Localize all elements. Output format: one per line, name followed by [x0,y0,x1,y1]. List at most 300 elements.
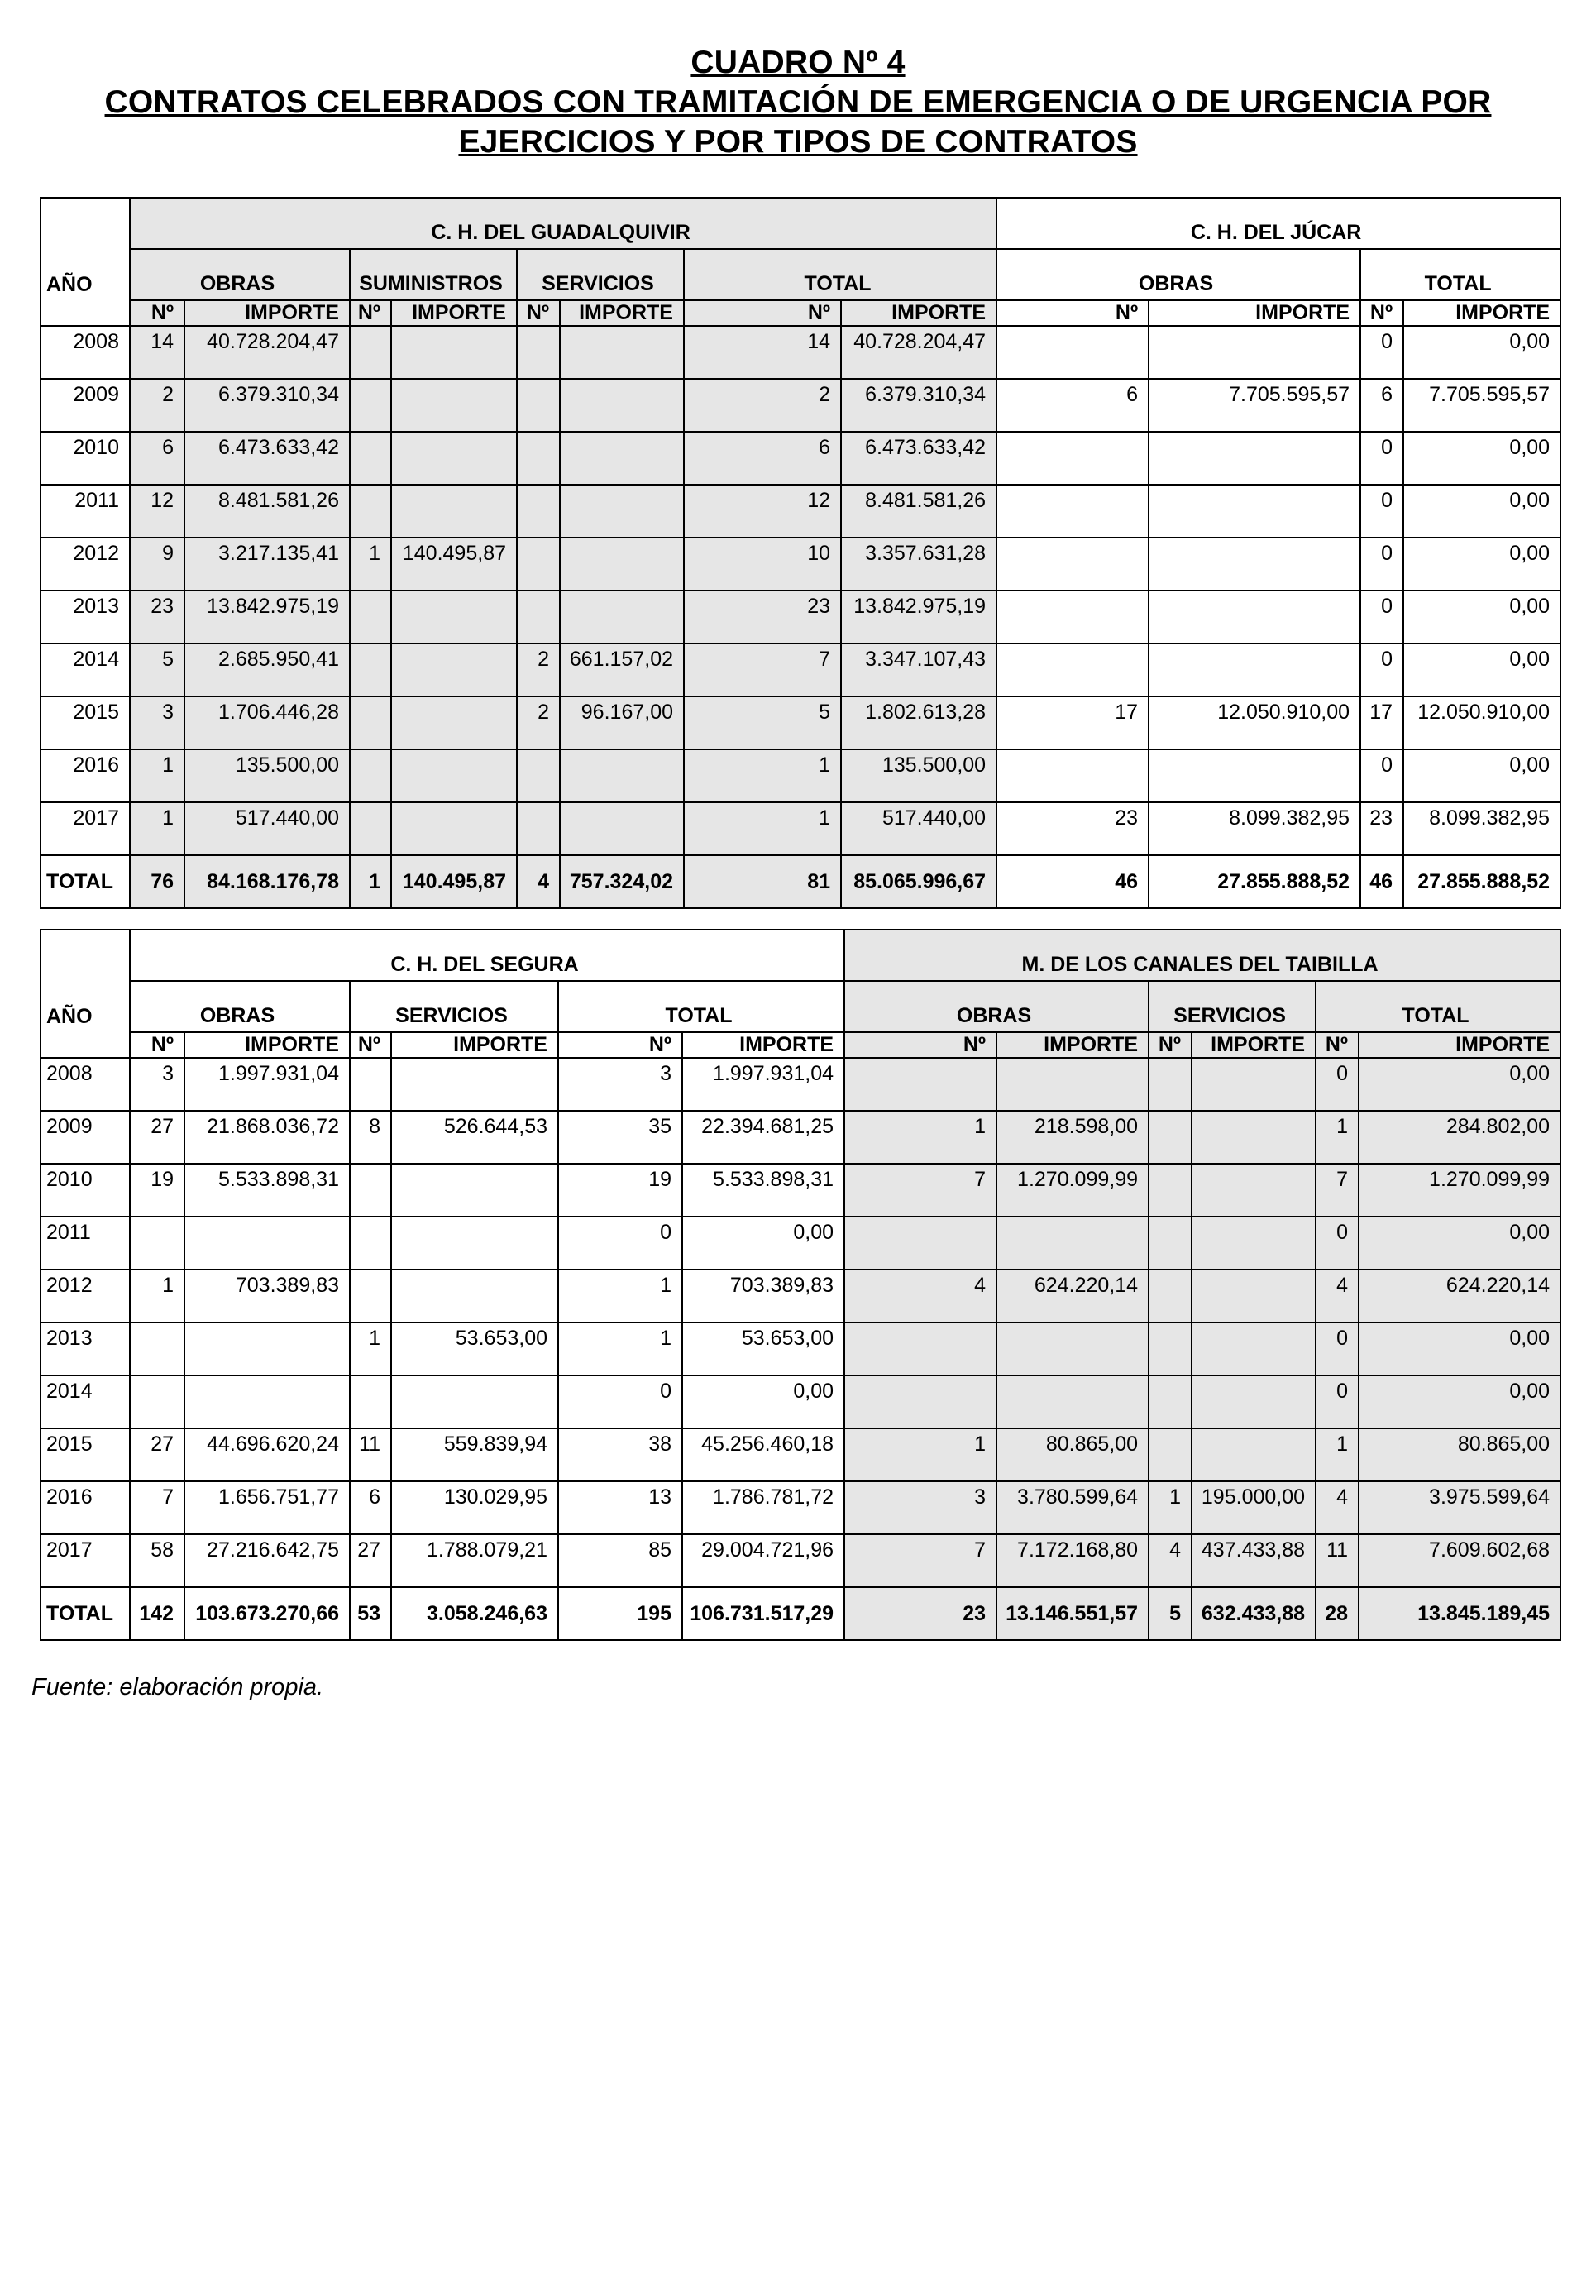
data-cell: 1 [1316,1111,1359,1164]
data-cell: 0,00 [1403,326,1560,379]
total-cell: 85.065.996,67 [841,855,996,908]
data-cell: 27 [130,1111,184,1164]
data-cell [1192,1270,1316,1323]
data-cell: 0 [1360,538,1403,591]
table-row [41,1428,1560,1481]
data-cell [996,643,1149,696]
year-cell: 2008 [41,1058,130,1111]
data-cell [1149,1164,1192,1217]
data-cell [391,749,517,802]
header-segura-servicios: SERVICIOS [350,981,558,1032]
data-cell: 1.706.446,28 [184,696,350,749]
data-cell: 2 [517,696,560,749]
total-cell: 27.855.888,52 [1403,855,1560,908]
data-cell [350,485,391,538]
data-cell: 12.050.910,00 [1149,696,1360,749]
total-cell: 757.324,02 [560,855,684,908]
subheader-importe: IMPORTE [391,1032,558,1058]
data-cell: 11 [350,1428,391,1481]
data-cell: 0 [558,1217,682,1270]
table-row [41,749,1560,802]
data-cell: 1 [130,802,184,855]
data-cell: 135.500,00 [841,749,996,802]
year-cell: 2017 [41,802,130,855]
data-cell [996,326,1149,379]
data-cell [350,379,391,432]
data-cell: 6.379.310,34 [841,379,996,432]
data-cell [1149,643,1360,696]
data-cell [996,749,1149,802]
data-cell: 1 [684,802,841,855]
header-guadalquivir: C. H. DEL GUADALQUIVIR [130,198,996,249]
data-cell: 0 [1316,1058,1359,1111]
data-cell [1149,1375,1192,1428]
data-cell: 7 [684,643,841,696]
year-cell: 2010 [41,1164,130,1217]
total-cell: 46 [996,855,1149,908]
data-cell [350,1058,391,1111]
header-taibilla-obras: OBRAS [844,981,1149,1032]
data-cell [996,1058,1149,1111]
subheader-num: Nº [1149,1032,1192,1058]
data-cell: 21.868.036,72 [184,1111,350,1164]
data-cell [350,1217,391,1270]
data-cell: 8.099.382,95 [1149,802,1360,855]
data-cell: 7.172.168,80 [996,1534,1149,1587]
data-cell: 0 [1316,1375,1359,1428]
data-cell [391,696,517,749]
subheader-num: Nº [1360,300,1403,326]
table-row [41,802,1560,855]
data-cell: 6 [684,432,841,485]
year-cell: 2012 [41,1270,130,1323]
year-cell: 2011 [41,1217,130,1270]
table-row [41,379,1560,432]
data-cell: 1.997.931,04 [682,1058,844,1111]
corner-cell [41,198,130,249]
data-cell: 0,00 [1359,1217,1560,1270]
data-cell [517,432,560,485]
data-cell: 0,00 [1359,1375,1560,1428]
data-cell: 0 [1360,591,1403,643]
total-cell: 106.731.517,29 [682,1587,844,1640]
data-cell: 17 [996,696,1149,749]
data-cell: 0 [1360,485,1403,538]
total-cell: 13.146.551,57 [996,1587,1149,1640]
subheader-importe: IMPORTE [1149,300,1360,326]
header-jucar-total: TOTAL [1360,249,1560,300]
data-cell [996,432,1149,485]
data-cell: 218.598,00 [996,1111,1149,1164]
header-segura: C. H. DEL SEGURA [130,930,844,981]
data-cell: 27 [350,1534,391,1587]
data-cell: 0,00 [682,1375,844,1428]
subheader-empty [41,1032,130,1058]
data-cell [560,591,684,643]
data-cell: 7.705.595,57 [1403,379,1560,432]
data-cell [350,326,391,379]
data-cell: 6 [996,379,1149,432]
source-note: Fuente: elaboración propia. [31,1674,324,1700]
total-cell: 103.673.270,66 [184,1587,350,1640]
data-cell: 1.997.931,04 [184,1058,350,1111]
data-cell: 1 [350,1323,391,1375]
table-row [41,326,1560,379]
data-cell [844,1058,996,1111]
total-label: TOTAL [41,1587,130,1640]
data-cell: 5.533.898,31 [184,1164,350,1217]
data-cell [517,326,560,379]
subheader-importe: IMPORTE [1403,300,1560,326]
subheader-num: Nº [130,300,184,326]
data-cell [1149,538,1360,591]
data-cell [1192,1111,1316,1164]
data-cell [130,1217,184,1270]
data-cell [350,696,391,749]
subheader-importe: IMPORTE [1192,1032,1316,1058]
data-cell: 1 [558,1323,682,1375]
table-row [41,1164,1560,1217]
data-cell [844,1375,996,1428]
header-jucar-obras: OBRAS [996,249,1360,300]
data-cell: 0,00 [682,1217,844,1270]
data-cell: 0,00 [1359,1323,1560,1375]
header-total: TOTAL [684,249,996,300]
header-jucar: C. H. DEL JÚCAR [996,198,1560,249]
data-cell [560,379,684,432]
total-cell: 3.058.246,63 [391,1587,558,1640]
table-row [41,1111,1560,1164]
data-cell: 27 [130,1428,184,1481]
data-cell: 58 [130,1534,184,1587]
data-cell: 44.696.620,24 [184,1428,350,1481]
data-cell [350,1375,391,1428]
data-cell: 11 [1316,1534,1359,1587]
year-cell: 2017 [41,1534,130,1587]
data-cell: 4 [844,1270,996,1323]
data-cell: 23 [130,591,184,643]
data-cell: 195.000,00 [1192,1481,1316,1534]
data-cell: 0 [1316,1323,1359,1375]
year-cell: 2011 [41,485,130,538]
data-cell [1192,1375,1316,1428]
data-cell: 14 [130,326,184,379]
data-cell: 2 [517,643,560,696]
data-cell: 6.379.310,34 [184,379,350,432]
data-cell [996,1217,1149,1270]
year-cell: 2012 [41,538,130,591]
data-cell: 624.220,14 [996,1270,1149,1323]
data-cell [1149,591,1360,643]
data-cell: 1.656.751,77 [184,1481,350,1534]
total-cell: 84.168.176,78 [184,855,350,908]
data-cell: 19 [558,1164,682,1217]
data-cell: 1 [844,1428,996,1481]
data-cell: 22.394.681,25 [682,1111,844,1164]
data-cell: 140.495,87 [391,538,517,591]
data-cell: 27.216.642,75 [184,1534,350,1587]
data-cell [996,591,1149,643]
data-cell [1149,1270,1192,1323]
data-cell: 5.533.898,31 [682,1164,844,1217]
data-cell: 8 [350,1111,391,1164]
subheader-importe: IMPORTE [1359,1032,1560,1058]
data-cell: 14 [684,326,841,379]
data-cell: 1 [1149,1481,1192,1534]
subheader-importe: IMPORTE [996,1032,1149,1058]
subheader-importe: IMPORTE [184,300,350,326]
table-guadalquivir-jucar [40,197,1561,909]
document-title [0,43,1596,162]
data-cell [391,432,517,485]
data-cell: 80.865,00 [996,1428,1149,1481]
data-cell: 0 [1360,643,1403,696]
data-cell [391,1375,558,1428]
subheader-num: Nº [350,1032,391,1058]
total-cell: 5 [1149,1587,1192,1640]
data-cell [844,1217,996,1270]
subheader-num: Nº [996,300,1149,326]
table-row [41,591,1560,643]
data-cell: 6 [350,1481,391,1534]
data-cell [1192,1323,1316,1375]
year-cell: 2008 [41,326,130,379]
data-cell: 23 [1360,802,1403,855]
table-row [41,1534,1560,1587]
header-taibilla-total: TOTAL [1316,981,1560,1032]
total-cell: 23 [844,1587,996,1640]
data-cell: 0 [1360,432,1403,485]
data-cell [391,1058,558,1111]
table-row [41,538,1560,591]
data-cell [350,1270,391,1323]
data-cell: 8.481.581,26 [184,485,350,538]
data-cell: 517.440,00 [841,802,996,855]
table-row [41,696,1560,749]
data-cell: 3.347.107,43 [841,643,996,696]
data-cell: 38 [558,1428,682,1481]
data-cell: 4 [1149,1534,1192,1587]
data-cell: 1.270.099,99 [996,1164,1149,1217]
subheader-num: Nº [684,300,841,326]
data-cell: 1.270.099,99 [1359,1164,1560,1217]
year-cell: 2015 [41,696,130,749]
data-cell [517,485,560,538]
total-cell: 27.855.888,52 [1149,855,1360,908]
data-cell [1149,1217,1192,1270]
data-cell: 10 [684,538,841,591]
data-cell: 29.004.721,96 [682,1534,844,1587]
data-cell [391,591,517,643]
data-cell: 40.728.204,47 [841,326,996,379]
data-cell: 1 [350,538,391,591]
data-cell [391,1217,558,1270]
title-line-2: CONTRATOS CELEBRADOS CON TRAMITACIÓN DE EMERGENCIA O DE URGENCIA POR [104,84,1492,120]
data-cell: 1 [558,1270,682,1323]
data-cell: 437.433,88 [1192,1534,1316,1587]
data-cell: 5 [684,696,841,749]
data-cell: 8.099.382,95 [1403,802,1560,855]
data-cell: 80.865,00 [1359,1428,1560,1481]
data-cell: 7.609.602,68 [1359,1534,1560,1587]
data-cell: 0 [1316,1217,1359,1270]
data-cell: 1 [130,1270,184,1323]
data-cell [350,749,391,802]
data-cell: 4 [1316,1481,1359,1534]
data-cell: 0,00 [1403,591,1560,643]
total-cell: 1 [350,855,391,908]
data-cell [1192,1428,1316,1481]
data-cell: 2 [684,379,841,432]
subheader-num: Nº [130,1032,184,1058]
data-cell: 35 [558,1111,682,1164]
data-cell [517,379,560,432]
data-cell: 135.500,00 [184,749,350,802]
data-cell: 0,00 [1403,432,1560,485]
total-cell: 46 [1360,855,1403,908]
total-label: TOTAL [41,855,130,908]
title-line-3: EJERCICIOS Y POR TIPOS DE CONTRATOS [458,124,1138,160]
data-cell: 40.728.204,47 [184,326,350,379]
data-cell: 23 [996,802,1149,855]
data-cell [1149,485,1360,538]
data-cell: 526.644,53 [391,1111,558,1164]
subheader-importe: IMPORTE [391,300,517,326]
data-cell [1149,1323,1192,1375]
data-cell [517,538,560,591]
table-row [41,1058,1560,1111]
data-cell: 45.256.460,18 [682,1428,844,1481]
data-cell: 6.473.633,42 [184,432,350,485]
data-cell: 7 [130,1481,184,1534]
data-cell [560,485,684,538]
table-row [41,1217,1560,1270]
header-suministros: SUMINISTROS [350,249,517,300]
year-cell: 2015 [41,1428,130,1481]
data-cell: 3.780.599,64 [996,1481,1149,1534]
total-cell: 4 [517,855,560,908]
header-anio: AÑO [41,981,130,1032]
subheader-importe: IMPORTE [682,1032,844,1058]
data-cell: 53.653,00 [682,1323,844,1375]
data-cell [184,1375,350,1428]
data-cell: 0,00 [1359,1058,1560,1111]
data-cell [1192,1164,1316,1217]
data-cell: 2.685.950,41 [184,643,350,696]
header-servicios: SERVICIOS [517,249,684,300]
data-cell: 3 [558,1058,682,1111]
data-cell: 3.975.599,64 [1359,1481,1560,1534]
subheader-empty [41,300,130,326]
subheader-importe: IMPORTE [560,300,684,326]
total-cell: 195 [558,1587,682,1640]
table-row [41,1270,1560,1323]
total-row [41,855,1560,908]
data-cell [996,1375,1149,1428]
subheader-num: Nº [844,1032,996,1058]
total-cell: 28 [1316,1587,1359,1640]
data-cell: 1 [844,1111,996,1164]
data-cell: 1.788.079,21 [391,1534,558,1587]
data-cell [996,485,1149,538]
data-cell: 0,00 [1403,485,1560,538]
data-cell: 703.389,83 [184,1270,350,1323]
data-cell: 1 [1316,1428,1359,1481]
data-cell: 130.029,95 [391,1481,558,1534]
data-cell: 3 [130,696,184,749]
data-cell: 661.157,02 [560,643,684,696]
year-cell: 2014 [41,643,130,696]
data-cell [996,538,1149,591]
data-cell: 703.389,83 [682,1270,844,1323]
data-cell [350,643,391,696]
data-cell: 0,00 [1403,643,1560,696]
header-taibilla-servicios: SERVICIOS [1149,981,1316,1032]
year-cell: 2014 [41,1375,130,1428]
data-cell: 1 [684,749,841,802]
total-cell: 53 [350,1587,391,1640]
header-segura-total: TOTAL [558,981,844,1032]
data-cell: 517.440,00 [184,802,350,855]
data-cell: 4 [1316,1270,1359,1323]
data-cell: 2 [130,379,184,432]
data-cell: 1.802.613,28 [841,696,996,749]
data-cell: 53.653,00 [391,1323,558,1375]
total-cell: 632.433,88 [1192,1587,1316,1640]
data-cell [391,1270,558,1323]
data-cell [1149,326,1360,379]
data-cell: 6.473.633,42 [841,432,996,485]
total-cell: 13.845.189,45 [1359,1587,1560,1640]
subheader-importe: IMPORTE [841,300,996,326]
data-cell: 23 [684,591,841,643]
corner-cell [41,930,130,981]
data-cell [391,1164,558,1217]
total-row [41,1587,1560,1640]
data-cell [350,591,391,643]
header-anio: AÑO [41,249,130,300]
data-cell: 0,00 [1403,538,1560,591]
data-cell: 1 [130,749,184,802]
data-cell: 624.220,14 [1359,1270,1560,1323]
data-cell: 7 [1316,1164,1359,1217]
data-cell: 3 [130,1058,184,1111]
data-cell [1192,1058,1316,1111]
subheader-num: Nº [517,300,560,326]
data-cell [1149,749,1360,802]
data-cell [350,432,391,485]
total-cell: 140.495,87 [391,855,517,908]
data-cell: 559.839,94 [391,1428,558,1481]
subheader-num: Nº [1316,1032,1359,1058]
total-cell: 142 [130,1587,184,1640]
subheader-num: Nº [350,300,391,326]
data-cell: 96.167,00 [560,696,684,749]
data-cell [391,643,517,696]
title-line-1: CUADRO Nº 4 [690,45,906,80]
table-row [41,643,1560,696]
data-cell: 13.842.975,19 [184,591,350,643]
year-cell: 2016 [41,749,130,802]
table-row [41,432,1560,485]
data-cell [1192,1217,1316,1270]
data-cell [391,802,517,855]
data-cell [1149,1428,1192,1481]
data-cell [184,1217,350,1270]
year-cell: 2016 [41,1481,130,1534]
data-cell [560,802,684,855]
data-cell: 0 [558,1375,682,1428]
